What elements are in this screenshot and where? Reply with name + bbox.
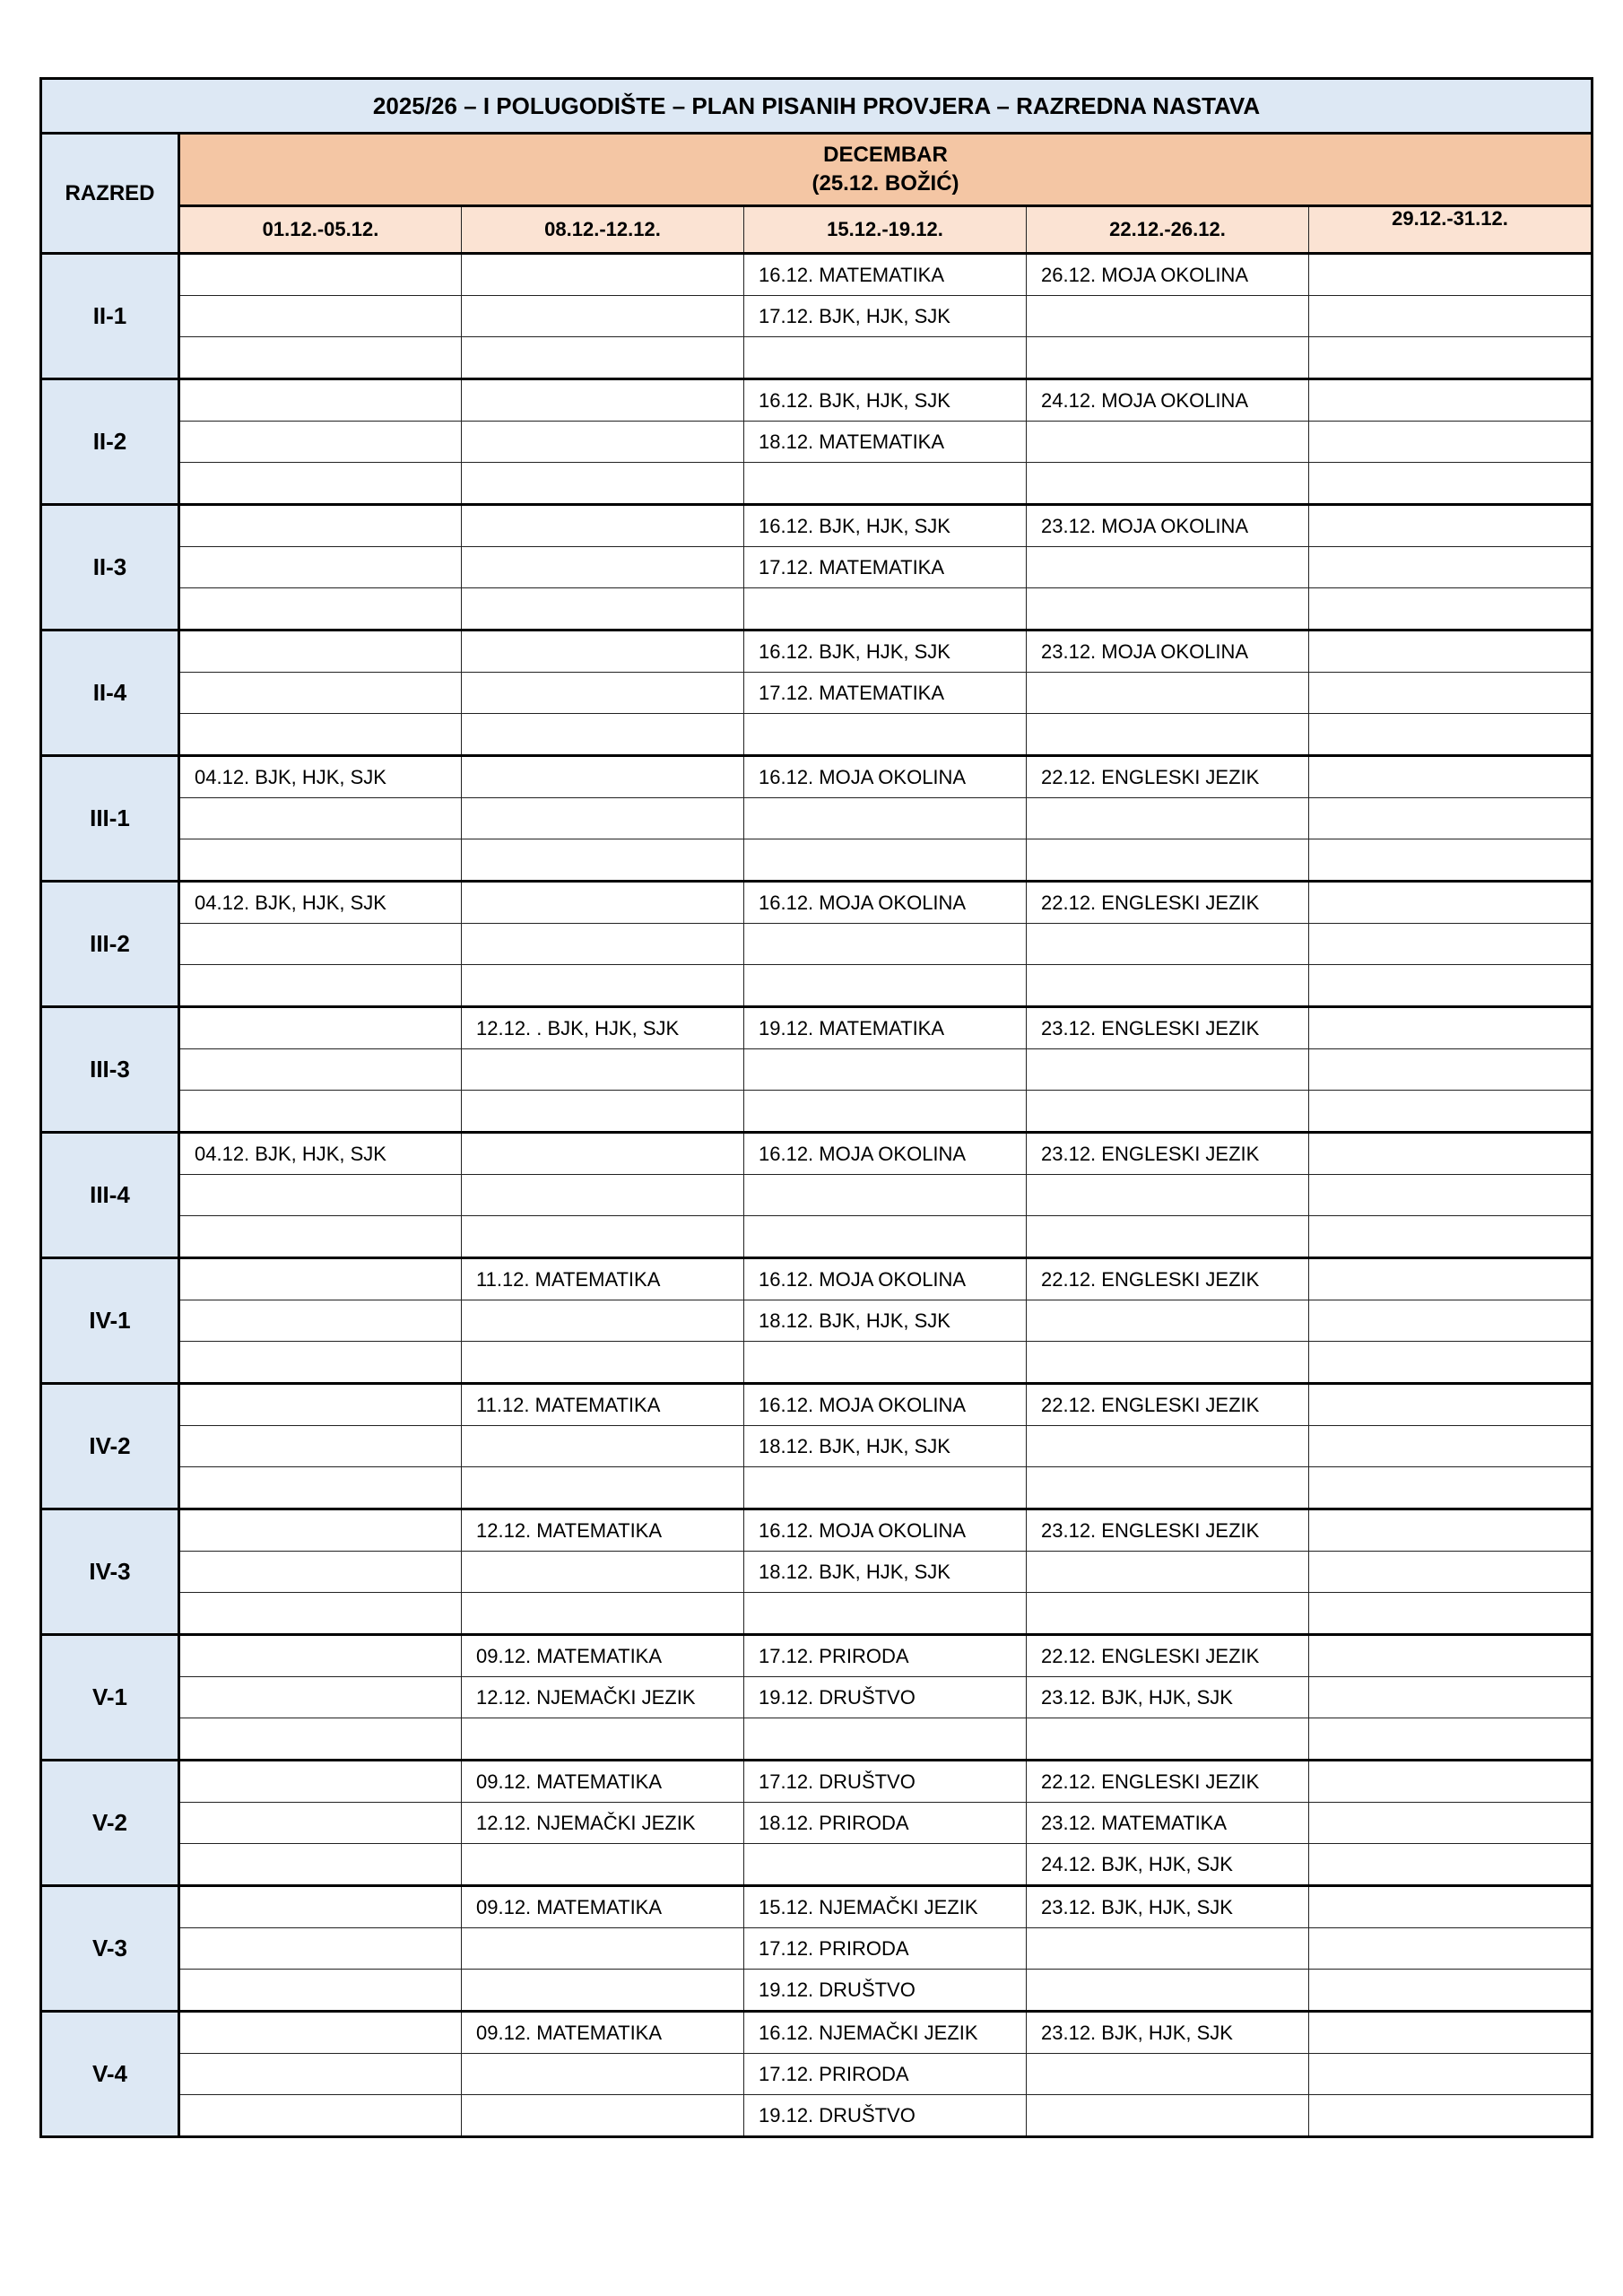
exam-cell: 17.12. PRIRODA <box>744 1635 1027 1677</box>
class-label: II-2 <box>41 379 179 505</box>
exam-cell <box>1309 1342 1593 1384</box>
week-header: 29.12.-31.12. <box>1309 206 1593 254</box>
exam-cell <box>1309 1803 1593 1844</box>
exam-cell: 26.12. MOJA OKOLINA <box>1027 254 1309 296</box>
exam-cell <box>744 463 1027 505</box>
exam-cell: 16.12. MOJA OKOLINA <box>744 1384 1027 1426</box>
exam-cell: 12.12. NJEMAČKI JEZIK <box>462 1803 744 1844</box>
exam-cell <box>1309 1216 1593 1258</box>
exam-cell <box>1309 1509 1593 1552</box>
exam-cell <box>744 1216 1027 1258</box>
class-label: III-3 <box>41 1007 179 1133</box>
exam-cell: 19.12. DRUŠTVO <box>744 1677 1027 1718</box>
exam-cell <box>179 1300 462 1342</box>
exam-cell <box>744 1593 1027 1635</box>
exam-cell <box>1309 965 1593 1007</box>
table-row <box>41 1593 1593 1635</box>
exam-cell <box>462 1928 744 1970</box>
exam-cell: 22.12. ENGLESKI JEZIK <box>1027 882 1309 924</box>
exam-cell <box>1027 798 1309 839</box>
exam-cell: 09.12. MATEMATIKA <box>462 1635 744 1677</box>
exam-cell <box>462 631 744 673</box>
exam-cell: 16.12. NJEMAČKI JEZIK <box>744 2012 1027 2054</box>
exam-cell <box>744 1718 1027 1761</box>
exam-cell: 17.12. MATEMATIKA <box>744 673 1027 714</box>
exam-cell: 15.12. NJEMAČKI JEZIK <box>744 1886 1027 1928</box>
exam-cell <box>744 1175 1027 1216</box>
exam-cell <box>1309 714 1593 756</box>
exam-cell <box>179 2095 462 2137</box>
class-label: V-4 <box>41 2012 179 2137</box>
exam-cell <box>744 588 1027 631</box>
exam-cell <box>1027 1552 1309 1593</box>
exam-cell: 22.12. ENGLESKI JEZIK <box>1027 1258 1309 1300</box>
month-name: DECEMBAR <box>823 143 948 167</box>
exam-cell <box>1309 1844 1593 1886</box>
table-row <box>41 379 1593 422</box>
exam-cell <box>1309 1886 1593 1928</box>
exam-cell <box>744 1342 1027 1384</box>
exam-cell <box>462 379 744 422</box>
exam-cell <box>179 1803 462 1844</box>
class-label: V-1 <box>41 1635 179 1761</box>
table-row <box>41 1761 1593 1803</box>
exam-cell <box>462 965 744 1007</box>
exam-cell <box>179 1677 462 1718</box>
table-row <box>41 547 1593 588</box>
exam-cell: 11.12. MATEMATIKA <box>462 1384 744 1426</box>
exam-cell <box>1027 2054 1309 2095</box>
exam-cell <box>1309 1049 1593 1091</box>
exam-cell <box>1309 379 1593 422</box>
exam-cell: 09.12. MATEMATIKA <box>462 1761 744 1803</box>
exam-cell: 16.12. MOJA OKOLINA <box>744 1258 1027 1300</box>
exam-cell <box>1309 1300 1593 1342</box>
exam-cell: 16.12. MOJA OKOLINA <box>744 1133 1027 1175</box>
exam-cell <box>179 1509 462 1552</box>
exam-cell <box>744 1467 1027 1509</box>
exam-cell: 16.12. MOJA OKOLINA <box>744 756 1027 798</box>
exam-cell: 23.12. MOJA OKOLINA <box>1027 505 1309 547</box>
table-row <box>41 1970 1593 2012</box>
exam-cell <box>179 1426 462 1467</box>
exam-cell: 17.12. DRUŠTVO <box>744 1761 1027 1803</box>
exam-cell <box>179 1175 462 1216</box>
exam-cell <box>462 1216 744 1258</box>
exam-cell <box>179 505 462 547</box>
class-label: V-2 <box>41 1761 179 1886</box>
exam-cell: 23.12. MATEMATIKA <box>1027 1803 1309 1844</box>
exam-cell <box>1027 673 1309 714</box>
exam-cell <box>1027 1426 1309 1467</box>
exam-cell <box>179 588 462 631</box>
exam-cell: 17.12. MATEMATIKA <box>744 547 1027 588</box>
exam-cell <box>1309 1718 1593 1761</box>
exam-cell <box>1027 1216 1309 1258</box>
table-row <box>41 1803 1593 1844</box>
table-row <box>41 1426 1593 1467</box>
exam-cell <box>179 1970 462 2012</box>
exam-cell <box>744 1091 1027 1133</box>
table-row <box>41 422 1593 463</box>
exam-cell <box>179 2012 462 2054</box>
exam-cell: 23.12. ENGLESKI JEZIK <box>1027 1007 1309 1049</box>
exam-cell <box>1027 1049 1309 1091</box>
table-row <box>41 1175 1593 1216</box>
exam-cell <box>1309 296 1593 337</box>
exam-cell <box>1309 1467 1593 1509</box>
exam-cell: 23.12. BJK, HJK, SJK <box>1027 1677 1309 1718</box>
exam-cell: 17.12. PRIRODA <box>744 2054 1027 2095</box>
exam-cell <box>179 631 462 673</box>
exam-cell <box>1309 1007 1593 1049</box>
class-label: IV-1 <box>41 1258 179 1384</box>
exam-cell: 18.12. BJK, HJK, SJK <box>744 1300 1027 1342</box>
exam-cell <box>462 1426 744 1467</box>
class-label: IV-3 <box>41 1509 179 1635</box>
exam-cell: 24.12. MOJA OKOLINA <box>1027 379 1309 422</box>
exam-cell <box>179 337 462 379</box>
exam-cell <box>744 965 1027 1007</box>
exam-cell: 16.12. BJK, HJK, SJK <box>744 505 1027 547</box>
exam-cell: 09.12. MATEMATIKA <box>462 2012 744 2054</box>
exam-cell: 19.12. DRUŠTVO <box>744 1970 1027 2012</box>
exam-cell <box>179 798 462 839</box>
exam-cell <box>1309 1258 1593 1300</box>
exam-cell <box>462 337 744 379</box>
week-header: 15.12.-19.12. <box>744 206 1027 254</box>
exam-cell <box>179 1467 462 1509</box>
exam-cell: 23.12. BJK, HJK, SJK <box>1027 2012 1309 2054</box>
exam-cell <box>462 422 744 463</box>
exam-cell <box>1027 1342 1309 1384</box>
exam-cell <box>462 1091 744 1133</box>
exam-cell <box>1309 631 1593 673</box>
exam-cell <box>179 965 462 1007</box>
table-row <box>41 1718 1593 1761</box>
table-row <box>41 1216 1593 1258</box>
exam-cell <box>1309 673 1593 714</box>
exam-cell <box>1027 839 1309 882</box>
exam-cell <box>179 1049 462 1091</box>
table-row <box>41 2095 1593 2137</box>
exam-cell <box>179 1844 462 1886</box>
table-row <box>41 337 1593 379</box>
table-row <box>41 714 1593 756</box>
table-row <box>41 631 1593 673</box>
exam-cell <box>462 2054 744 2095</box>
exam-cell <box>1027 1593 1309 1635</box>
exam-cell <box>744 337 1027 379</box>
exam-cell <box>179 2054 462 2095</box>
class-label: III-1 <box>41 756 179 882</box>
exam-cell <box>462 296 744 337</box>
exam-cell <box>462 505 744 547</box>
exam-cell <box>1309 1635 1593 1677</box>
class-label: II-3 <box>41 505 179 631</box>
week-header: 01.12.-05.12. <box>179 206 462 254</box>
exam-cell <box>1309 337 1593 379</box>
month-note: (25.12. BOŽIĆ) <box>812 171 959 196</box>
class-label: V-3 <box>41 1886 179 2012</box>
exam-cell <box>1309 1761 1593 1803</box>
exam-cell <box>1309 1593 1593 1635</box>
exam-cell <box>462 1552 744 1593</box>
table-row <box>41 1928 1593 1970</box>
exam-cell <box>1309 547 1593 588</box>
exam-cell <box>462 882 744 924</box>
week-header: 22.12.-26.12. <box>1027 206 1309 254</box>
exam-cell <box>1027 1300 1309 1342</box>
table-row <box>41 882 1593 924</box>
exam-cell <box>462 839 744 882</box>
exam-cell <box>179 296 462 337</box>
exam-cell <box>1309 2054 1593 2095</box>
exam-cell <box>179 1258 462 1300</box>
class-label: III-4 <box>41 1133 179 1258</box>
exam-cell: 04.12. BJK, HJK, SJK <box>179 1133 462 1175</box>
exam-cell <box>179 1091 462 1133</box>
table-row <box>41 1677 1593 1718</box>
exam-cell <box>179 463 462 505</box>
exam-cell: 22.12. ENGLESKI JEZIK <box>1027 1635 1309 1677</box>
exam-cell <box>462 1342 744 1384</box>
exam-cell <box>179 1718 462 1761</box>
exam-cell: 12.12. NJEMAČKI JEZIK <box>462 1677 744 1718</box>
week-header: 08.12.-12.12. <box>462 206 744 254</box>
exam-cell: 12.12. MATEMATIKA <box>462 1509 744 1552</box>
exam-cell: 18.12. MATEMATIKA <box>744 422 1027 463</box>
exam-cell <box>462 1467 744 1509</box>
exam-cell: 16.12. BJK, HJK, SJK <box>744 379 1027 422</box>
exam-cell <box>1309 1552 1593 1593</box>
exam-cell <box>1027 965 1309 1007</box>
table-row <box>41 965 1593 1007</box>
class-label: II-1 <box>41 254 179 379</box>
exam-cell: 17.12. BJK, HJK, SJK <box>744 296 1027 337</box>
test-plan-table <box>39 77 1593 2138</box>
exam-cell: 17.12. PRIRODA <box>744 1928 1027 1970</box>
table-row <box>41 1509 1593 1552</box>
exam-cell <box>1309 1677 1593 1718</box>
exam-cell <box>1309 2012 1593 2054</box>
exam-cell: 23.12. MOJA OKOLINA <box>1027 631 1309 673</box>
table-row <box>41 1049 1593 1091</box>
exam-cell <box>1309 756 1593 798</box>
exam-cell <box>1027 1928 1309 1970</box>
exam-cell <box>462 1049 744 1091</box>
exam-cell <box>462 1718 744 1761</box>
exam-cell <box>462 1593 744 1635</box>
table-row <box>41 296 1593 337</box>
exam-cell: 19.12. DRUŠTVO <box>744 2095 1027 2137</box>
exam-cell <box>744 839 1027 882</box>
exam-cell <box>179 1928 462 1970</box>
exam-cell <box>179 1761 462 1803</box>
exam-cell: 18.12. BJK, HJK, SJK <box>744 1552 1027 1593</box>
table-row <box>41 1552 1593 1593</box>
table-title: 2025/26 – I POLUGODIŠTE – PLAN PISANIH PROVJERA – RAZREDNA NASTAVA <box>41 79 1593 134</box>
exam-cell <box>1309 463 1593 505</box>
exam-cell <box>1027 422 1309 463</box>
exam-cell <box>744 924 1027 965</box>
exam-cell <box>744 1049 1027 1091</box>
exam-cell <box>744 798 1027 839</box>
exam-cell <box>1027 1467 1309 1509</box>
exam-cell <box>179 1216 462 1258</box>
exam-cell <box>744 1844 1027 1886</box>
exam-cell <box>1027 714 1309 756</box>
exam-cell <box>1309 798 1593 839</box>
exam-cell: 09.12. MATEMATIKA <box>462 1886 744 1928</box>
razred-header: RAZRED <box>41 134 179 254</box>
exam-cell <box>179 673 462 714</box>
exam-cell <box>179 1886 462 1928</box>
exam-cell <box>462 714 744 756</box>
exam-cell <box>1309 1928 1593 1970</box>
exam-cell <box>1027 2095 1309 2137</box>
exam-cell: 22.12. ENGLESKI JEZIK <box>1027 756 1309 798</box>
exam-cell <box>179 839 462 882</box>
table-row <box>41 254 1593 296</box>
exam-cell <box>462 1970 744 2012</box>
exam-cell: 23.12. BJK, HJK, SJK <box>1027 1886 1309 1928</box>
exam-cell <box>1027 1718 1309 1761</box>
exam-cell <box>179 1342 462 1384</box>
table-row <box>41 756 1593 798</box>
exam-cell <box>179 379 462 422</box>
exam-cell: 22.12. ENGLESKI JEZIK <box>1027 1761 1309 1803</box>
exam-cell <box>462 463 744 505</box>
class-label: IV-2 <box>41 1384 179 1509</box>
exam-cell <box>1027 1175 1309 1216</box>
table-row <box>41 673 1593 714</box>
exam-cell <box>1309 588 1593 631</box>
exam-cell <box>1027 296 1309 337</box>
exam-cell: 23.12. ENGLESKI JEZIK <box>1027 1133 1309 1175</box>
exam-cell <box>462 1844 744 1886</box>
exam-cell <box>179 254 462 296</box>
table-row <box>41 505 1593 547</box>
exam-cell <box>462 1175 744 1216</box>
table-row <box>41 1384 1593 1426</box>
class-label: II-4 <box>41 631 179 756</box>
table-row <box>41 2012 1593 2054</box>
exam-cell <box>1309 1384 1593 1426</box>
exam-cell <box>1309 422 1593 463</box>
exam-cell <box>1309 839 1593 882</box>
exam-cell <box>1309 1091 1593 1133</box>
exam-cell <box>179 1384 462 1426</box>
month-header <box>179 134 1593 206</box>
table-row <box>41 924 1593 965</box>
exam-cell: 23.12. ENGLESKI JEZIK <box>1027 1509 1309 1552</box>
exam-cell: 18.12. BJK, HJK, SJK <box>744 1426 1027 1467</box>
exam-cell <box>179 714 462 756</box>
exam-cell: 24.12. BJK, HJK, SJK <box>1027 1844 1309 1886</box>
table-row <box>41 2054 1593 2095</box>
exam-cell <box>179 422 462 463</box>
exam-cell: 12.12. . BJK, HJK, SJK <box>462 1007 744 1049</box>
table-row <box>41 1342 1593 1384</box>
exam-cell <box>1027 588 1309 631</box>
exam-cell: 11.12. MATEMATIKA <box>462 1258 744 1300</box>
table-row <box>41 463 1593 505</box>
exam-cell <box>179 924 462 965</box>
exam-cell <box>1027 337 1309 379</box>
table-row <box>41 1091 1593 1133</box>
table-row <box>41 839 1593 882</box>
table-row <box>41 798 1593 839</box>
exam-cell <box>1027 1970 1309 2012</box>
exam-cell <box>462 2095 744 2137</box>
exam-cell <box>462 1133 744 1175</box>
exam-cell: 18.12. PRIRODA <box>744 1803 1027 1844</box>
exam-cell: 16.12. MOJA OKOLINA <box>744 1509 1027 1552</box>
exam-cell <box>1309 2095 1593 2137</box>
exam-cell <box>1309 1133 1593 1175</box>
exam-cell <box>462 1300 744 1342</box>
exam-cell <box>744 714 1027 756</box>
exam-cell <box>462 547 744 588</box>
exam-cell <box>1309 882 1593 924</box>
table-row <box>41 1844 1593 1886</box>
table-row <box>41 1886 1593 1928</box>
exam-cell <box>1309 1970 1593 2012</box>
exam-cell <box>1027 924 1309 965</box>
exam-cell <box>462 798 744 839</box>
exam-cell <box>1309 1426 1593 1467</box>
table-row <box>41 1635 1593 1677</box>
exam-cell: 16.12. BJK, HJK, SJK <box>744 631 1027 673</box>
exam-cell <box>179 1552 462 1593</box>
table-row <box>41 1258 1593 1300</box>
exam-cell: 19.12. MATEMATIKA <box>744 1007 1027 1049</box>
table-row <box>41 1467 1593 1509</box>
exam-cell <box>1309 505 1593 547</box>
exam-cell <box>462 924 744 965</box>
exam-cell <box>462 254 744 296</box>
exam-cell <box>462 588 744 631</box>
exam-cell <box>1309 924 1593 965</box>
class-label: III-2 <box>41 882 179 1007</box>
exam-cell <box>179 1593 462 1635</box>
exam-cell: 22.12. ENGLESKI JEZIK <box>1027 1384 1309 1426</box>
exam-cell <box>179 1635 462 1677</box>
exam-cell <box>179 547 462 588</box>
table-row <box>41 1007 1593 1049</box>
exam-cell <box>1027 547 1309 588</box>
exam-cell <box>1309 1175 1593 1216</box>
table-row <box>41 588 1593 631</box>
exam-cell <box>462 756 744 798</box>
exam-cell <box>179 1007 462 1049</box>
exam-cell: 04.12. BJK, HJK, SJK <box>179 756 462 798</box>
exam-cell: 16.12. MOJA OKOLINA <box>744 882 1027 924</box>
exam-cell: 16.12. MATEMATIKA <box>744 254 1027 296</box>
exam-cell <box>462 673 744 714</box>
table-row <box>41 1300 1593 1342</box>
exam-cell <box>1309 254 1593 296</box>
exam-cell: 04.12. BJK, HJK, SJK <box>179 882 462 924</box>
exam-cell <box>1027 463 1309 505</box>
exam-cell <box>1027 1091 1309 1133</box>
table-row <box>41 1133 1593 1175</box>
